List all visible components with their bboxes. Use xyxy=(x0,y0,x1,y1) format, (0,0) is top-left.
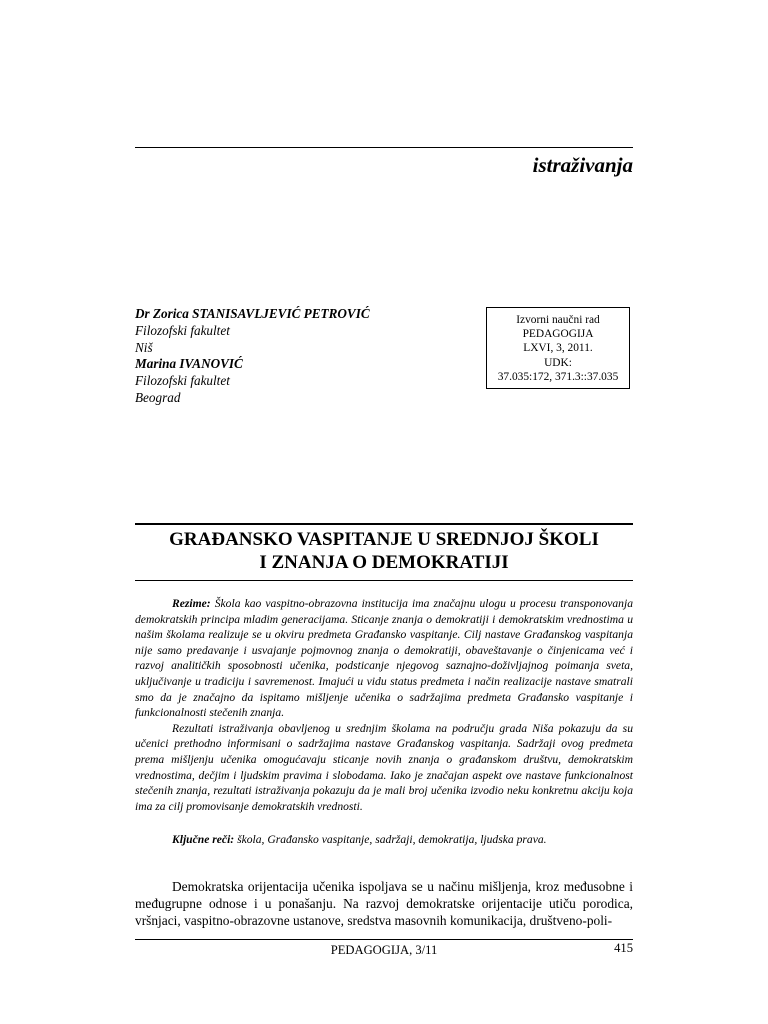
body-paragraph: Demokratska orijentacija učenika ispoljava se u načinu mišljenja, kroz međusobne i međugrupne odnose i u ponašanju. Na razvoj demokratske orijentacije utiču porodica, vršnjaci, vaspitno-obrazovne ustanove, sredstva masovnih komunikacija, društveno-poli- xyxy=(135,879,633,929)
abstract-label: Rezime: xyxy=(172,597,211,610)
classification-box xyxy=(486,307,630,389)
journal-name: PEDAGOGIJA xyxy=(522,328,594,341)
abstract-paragraph: Rezultati istraživanja obavljenog u srednjim školama na području grada Niša pokazuju da su učenici prethodno informisani o sadržajima nastave Građanskog vaspitanja. Sadržaji ovog predmeta prema mišljenju učenika omogućavaju sticanje novih znanja o građanskom društvu, demokratskim vrednostima, dečjim i ljudskim pravima i slobodama. Iako je značajan aspekt ove nastave funkcionalnost stečenih znanja, rezultati istraživanja pokazuju da je mali broj učenika izvodio neku konkretnu akciju koja ima za cilj promovisanje demokratskih vrednosti. xyxy=(135,721,633,813)
page-number: 415 xyxy=(614,941,633,955)
footer-journal: PEDAGOGIJA, 3/11 xyxy=(330,943,438,957)
author-name: Dr Zorica STANISAVLJEVIĆ PETROVIĆ xyxy=(135,306,370,321)
udk-code: 37.035:172, 371.3::37.035 xyxy=(497,370,619,383)
section-label: istraživanja xyxy=(532,153,633,177)
udk-label: UDK: xyxy=(544,356,572,369)
author-affiliation: Filozofski fakultet xyxy=(135,373,230,389)
author-block xyxy=(135,306,465,407)
abstract xyxy=(135,596,633,814)
abstract-paragraph xyxy=(135,596,633,721)
author-city: Beograd xyxy=(135,389,181,405)
abstract-text: Škola kao vaspitno-obrazovna institucija ima značajnu ulogu u procesu transponovanja demokratskih principa mladim generacijama. Sticanje znanja o demokratiji i demokratskim vrednostima u našim školama realizuje se u okviru predmeta Građansko vaspitanje. Cilj nastave Građanskog vaspitanja nije samo predavanje i usvajanje pojmovnog znanja o demokratiji, obaveštavanje o činjenicama već i razvoj analitičkih sposobnosti učenika, podsticanje njegovog saznajno-doživljajnog poimanja sveta, uključivanje u tradiciju i savremenost. Imajući u vidu status predmeta i način realizacije nastave smatrali smo da je značajno da ispitamo mišljenje učenika o sadržajima predmeta Građansko vaspitanje i funkcionalnosti stečenih znanja. xyxy=(135,597,633,720)
keywords-text: škola, Građansko vaspitanje, sadržaji, demokratija, ljudska prava. xyxy=(237,833,547,846)
title-rule-top xyxy=(135,523,633,525)
footer-rule xyxy=(135,939,633,940)
author-name: Marina IVANOVIĆ xyxy=(135,356,243,372)
title-line: I ZNANJA O DEMOKRATIJI xyxy=(259,552,509,573)
journal-volume: LXVI, 3, 2011. xyxy=(523,342,593,355)
keywords xyxy=(135,832,633,848)
title-rule-bottom xyxy=(135,580,633,581)
article-title xyxy=(135,528,633,574)
keywords-label: Ključne reči: xyxy=(172,833,235,846)
author-city: Niš xyxy=(135,339,153,355)
title-line: GRAĐANSKO VASPITANJE U SREDNJOJ ŠKOLI xyxy=(169,529,599,550)
header-rule xyxy=(135,147,633,148)
paper-type: Izvorni naučni rad xyxy=(516,314,600,326)
author-affiliation: Filozofski fakultet xyxy=(135,322,230,338)
